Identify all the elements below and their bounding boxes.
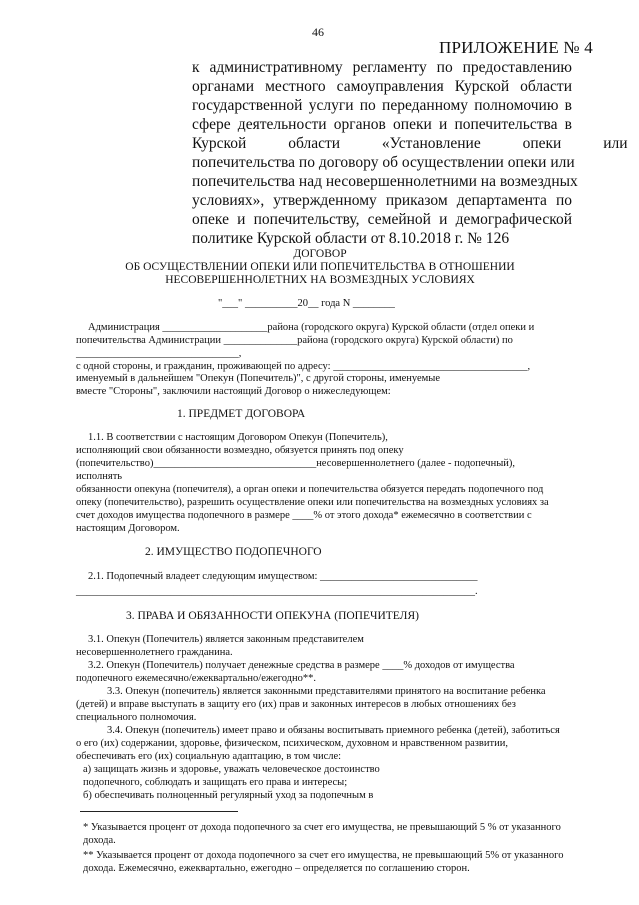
footnote-2	[83, 849, 588, 875]
section-1-line: 1.1. В соответствии с настоящим Договором Опекун (Попечитель),	[88, 432, 388, 443]
appendix-line: государственной услуги по переданному полномочию в	[192, 97, 572, 114]
contract-title-line: НЕСОВЕРШЕННОЛЕТНИХ НА ВОЗМЕЗДНЫХ УСЛОВИЯХ	[165, 274, 475, 286]
appendix-line: к административному регламенту по предоставлению	[192, 59, 572, 76]
footnote-line: дохода.	[83, 835, 116, 846]
appendix-line: условиях», утвержденному приказом департамента по	[192, 192, 572, 209]
section-3-line: б) обеспечивать полноценный регулярный уход за подопечным в	[83, 790, 374, 801]
footnote-line: дохода. Ежемесячно, ежеквартально, ежегодно – определяется по соглашению сторон.	[83, 863, 470, 874]
intro-line: с одной стороны, и гражданин, проживающей по адресу: _____________________________________,	[76, 361, 531, 372]
section-3-line: 3.1. Опекун (Попечитель) является законным представителем	[88, 634, 364, 645]
footnote-line: ** Указывается процент от дохода подопечного за счет его имущества, не превышающий 5% от указанного	[83, 850, 564, 861]
appendix-line: органами местного самоуправления Курской области	[192, 78, 572, 95]
section-3-line: 3.4. Опекун (попечитель) имеет право и обязаны воспитывать приемного ребенка (детей), заботиться	[107, 725, 560, 736]
appendix-line: Курской области «Установление опеки или	[192, 135, 628, 152]
intro-line: Администрация ____________________района (городского округа) Курской области (отдел опеки и	[88, 322, 535, 333]
section-2-line: 2.1. Подопечный владеет следующим имуществом: ______________________________	[88, 571, 478, 582]
section-2-title: 2. ИМУЩЕСТВО ПОДОПЕЧНОГО	[145, 546, 322, 558]
appendix-line: попечительства по договору об осуществлении опеки или	[192, 154, 575, 171]
appendix-line: опеке и попечительству, семейной и демографической	[192, 211, 572, 228]
appendix-title: ПРИЛОЖЕНИЕ № 4	[439, 38, 593, 57]
section-1-line: (попечительство)_______________________________несовершеннолетнего (далее - подопечный),	[76, 458, 516, 469]
intro-line: попечительства Администрации ______________района (городского округа) Курской области) по	[76, 335, 513, 346]
section-3-line: обеспечивать его (их) социальную адаптацию, в том числе:	[76, 751, 342, 762]
page-number: 46	[312, 25, 324, 39]
footnote-separator	[80, 811, 238, 812]
section-1-line: исполнять	[76, 471, 123, 482]
section-3-line: специального полномочия.	[76, 712, 197, 723]
footnote-1	[83, 821, 588, 847]
intro-line: _______________________________,	[76, 348, 242, 359]
section-3-line: (детей) и вправе выступать в защиту его (их) прав и законных интересов в любых отношениях без	[76, 699, 516, 710]
section-1-line: настоящим Договором.	[76, 523, 180, 534]
appendix-line: сфере деятельности органов опеки и попечительства в	[192, 116, 572, 133]
section-1-line: обязанности опекуна (попечителя), а орган опеки и попечительства обязуется передать подопечного под	[76, 484, 544, 495]
intro-line: вместе "Стороны", заключили настоящий Договор о нижеследующем:	[76, 386, 391, 397]
section-1-line: исполняющий свои обязанности возмездно, обязуется принять под опеку	[76, 445, 404, 456]
section-1-line: счет доходов имущества подопечного в размере ____% от этого дохода* ежемесячно в соответствии с	[76, 510, 532, 521]
contract-title-line: ДОГОВОР	[293, 248, 347, 260]
section-3-line: 3.3. Опекун (попечитель) является законными представителями принятого на воспитание ребенка	[107, 686, 546, 697]
section-3-line: подопечного, соблюдать и защищать его права и интересы;	[83, 777, 348, 788]
contract-title	[120, 248, 520, 287]
section-3-line: о его (их) содержании, здоровье, физическом, психическом, духовном и нравственном развитии,	[76, 738, 508, 749]
footnote-line: * Указывается процент от дохода подопечного за счет его имущества, не превышающий 5 % от указанного	[83, 822, 561, 833]
section-3-line: а) защищать жизнь и здоровье, уважать человеческое достоинство	[83, 764, 380, 775]
contract-title-line: ОБ ОСУЩЕСТВЛЕНИИ ОПЕКИ ИЛИ ПОПЕЧИТЕЛЬСТВА В ОТНОШЕНИИ	[125, 261, 515, 273]
section-2-line: ____________________________________________________________________________.	[76, 586, 478, 597]
contract-date-line: "___" __________20__ года N ________	[218, 298, 395, 309]
intro-line: именуемый в дальнейшем "Опекун (Попечитель)", с другой стороны, именуемые	[76, 373, 441, 384]
appendix-line: попечительства над несовершеннолетними на возмездных	[192, 173, 578, 190]
appendix-reference	[192, 58, 628, 248]
appendix-line: политике Курской области от 8.10.2018 г. № 126	[192, 230, 510, 247]
section-1-line: опеку (попечительство), разрешить осуществление опеки или попечительства на возмездных условиях за	[76, 497, 549, 508]
section-3-line: 3.2. Опекун (Попечитель) получает денежные средства в размере ____% доходов от имущества	[88, 660, 515, 671]
section-1-title: 1. ПРЕДМЕТ ДОГОВОРА	[177, 408, 306, 420]
section-3-title: 3. ПРАВА И ОБЯЗАННОСТИ ОПЕКУНА (ПОПЕЧИТЕЛЯ)	[126, 610, 419, 622]
section-3-line: подопечного ежемесячно/ежеквартально/ежегодно**.	[76, 673, 316, 684]
section-3-line: несовершеннолетнего гражданина.	[76, 647, 233, 658]
